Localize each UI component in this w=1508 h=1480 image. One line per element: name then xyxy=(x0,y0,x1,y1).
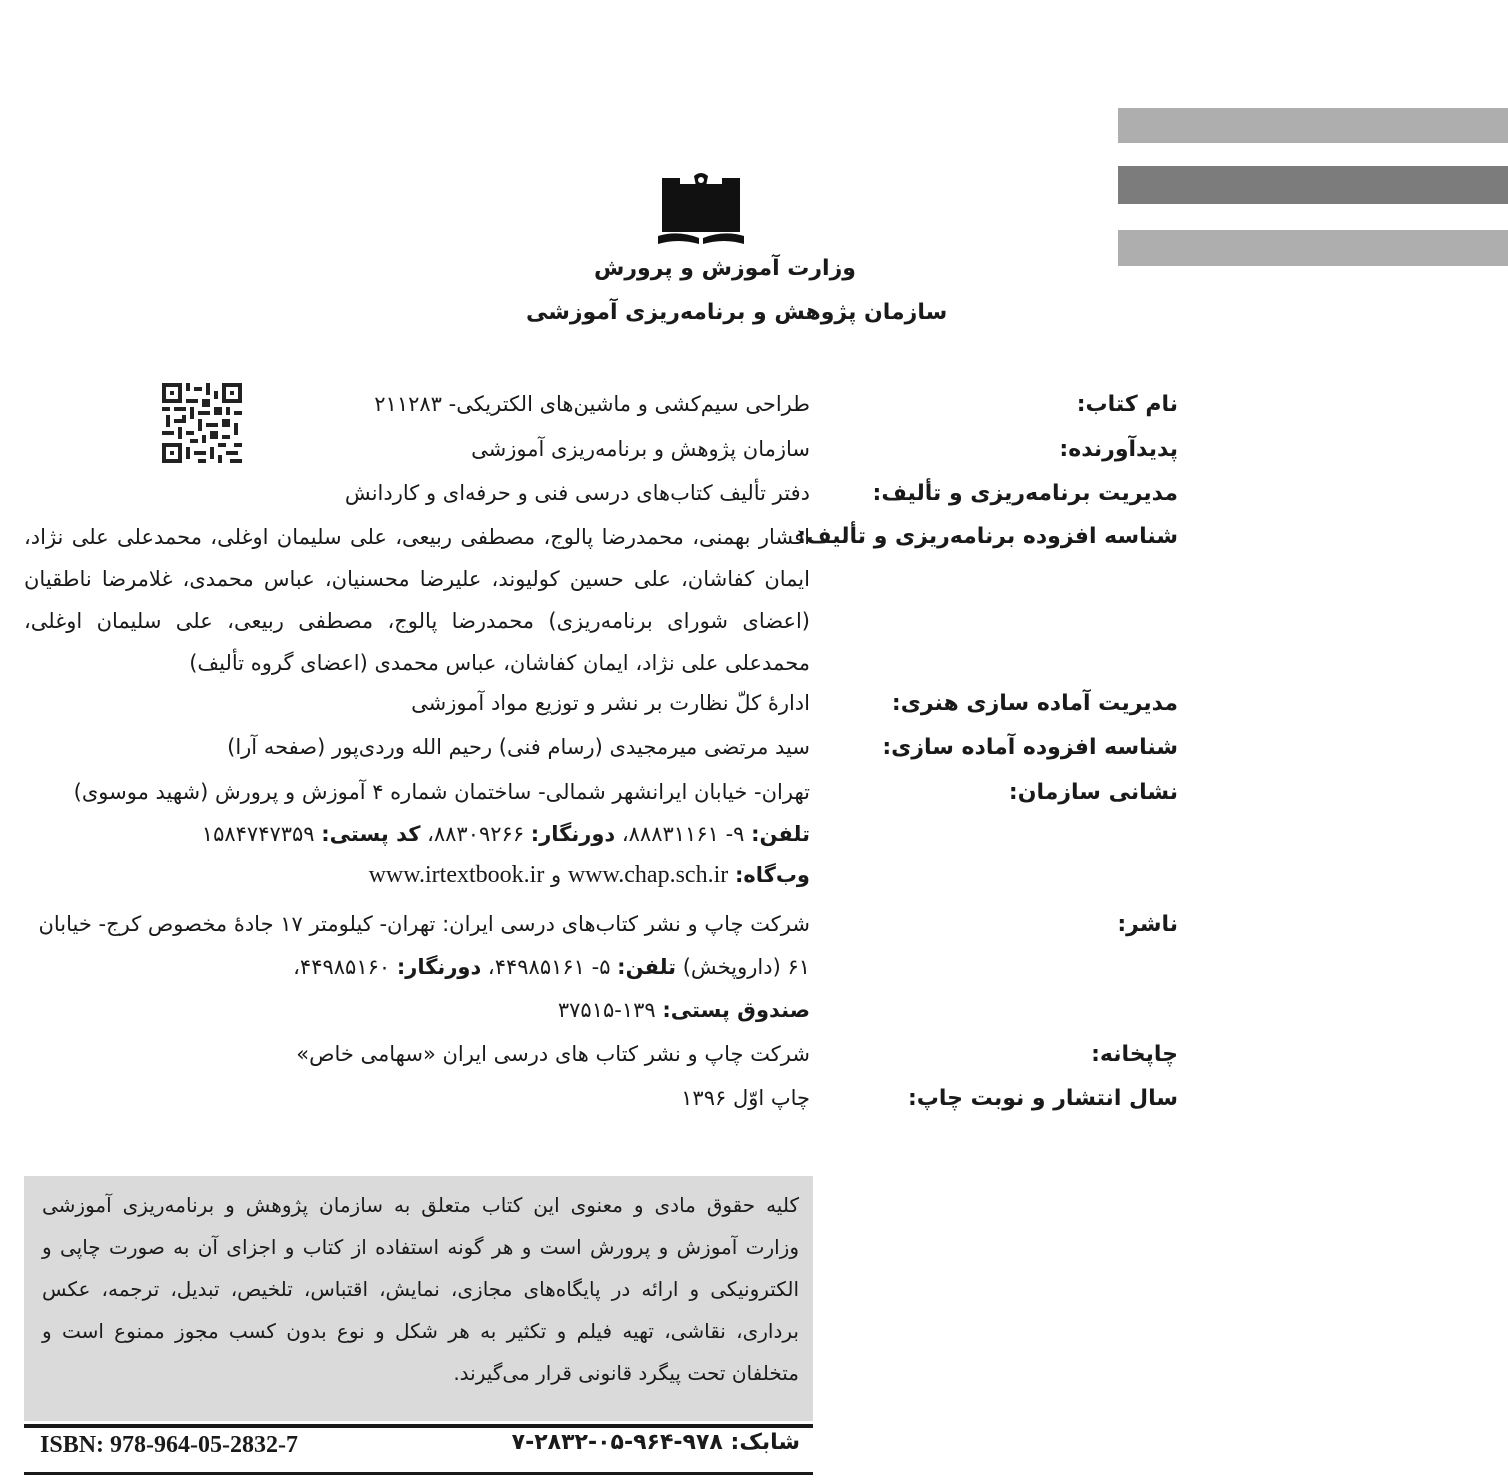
label-printer: چاپخانه: xyxy=(1091,1042,1178,1067)
ministry-emblem-icon xyxy=(656,172,746,248)
value-creator: سازمان پژوهش و برنامه‌ریزی آموزشی xyxy=(471,437,810,461)
isbn-english: ISBN: 978-964-05-2832-7 xyxy=(40,1432,298,1458)
isbn-persian-label: شابک: xyxy=(730,1430,800,1455)
label-edition: سال انتشار و نوبت چاپ: xyxy=(907,1086,1178,1111)
web-link-chap[interactable]: www.chap.sch.ir xyxy=(567,862,729,888)
value-book-name: طراحی سیم‌کشی و ماشین‌های الکتریکی- ۲۱۱۲۸۳ xyxy=(374,392,810,416)
fax-value: ۸۸۳۰۹۲۶۶، xyxy=(427,822,525,846)
web-and: و xyxy=(551,863,562,887)
web-link-irtextbook[interactable]: www.irtextbook.ir xyxy=(368,862,545,888)
value-art-ids: سید مرتضی میرمجیدی (رسام فنی) رحیم الله وردی‌پور (صفحه آرا) xyxy=(227,735,810,759)
value-planning-ids: افشار بهمنی، محمدرضا پالوج، مصطفی ربیعی، علی سلیمان اوغلی، محمدعلی علی نژاد، ایمان کفاشان، علی حسین کولیوند، علیرضا محسنیان، عباس محمدی، غلامرضا ناطقیان (اعضای شورای برنامه‌ریزی) محمدرضا پالوج، مصطفی ربیعی، علی سلیمان اوغلی، محمدعلی علی نژاد، ایمان کفاشان، عباس محمدی (اعضای گروه تألیف) xyxy=(24,525,810,675)
label-book-name: نام کتاب: xyxy=(1076,392,1178,417)
pobox-label: صندوق پستی: xyxy=(662,998,810,1022)
isbn-persian-value: ۹۷۸-۹۶۴-۰۵-۲۸۳۲-۷ xyxy=(511,1430,723,1455)
label-publisher: ناشر: xyxy=(1117,912,1178,937)
label-planning-mgmt: مدیریت برنامه‌ریزی و تألیف: xyxy=(872,481,1178,506)
publisher-pobox-line xyxy=(558,998,810,1022)
ministry-title: وزارت آموزش و پرورش xyxy=(594,256,856,281)
value-printer: شرکت چاپ و نشر کتاب های درسی ایران «سهامی خاص» xyxy=(296,1042,810,1066)
isbn-rule-top xyxy=(24,1424,813,1428)
fax-label: دورنگار: xyxy=(530,822,616,846)
publisher-phone-label: تلفن: xyxy=(617,955,677,979)
organization-title: سازمان پژوهش و برنامه‌ریزی آموزشی xyxy=(526,300,948,325)
value-address: تهران- خیابان ایرانشهر شمالی- ساختمان شماره ۴ آموزش و پرورش (شهید موسوی) xyxy=(73,780,810,804)
label-art-ids: شناسه افزوده آماده سازی: xyxy=(882,735,1178,760)
pobox-value: ۱۳۹-۳۷۵۱۵ xyxy=(557,998,656,1022)
publisher-fax: ۴۴۹۸۵۱۶۰، xyxy=(293,955,391,979)
label-art-mgmt: مدیریت آماده سازی هنری: xyxy=(891,691,1178,716)
contact-line xyxy=(202,822,810,846)
phone-label: تلفن: xyxy=(751,822,810,846)
decor-bar-top xyxy=(1118,108,1508,143)
rights-notice: کلیه حقوق مادی و معنوی این کتاب متعلق به سازمان پژوهش و برنامه‌ریزی آموزشی وزارت آموزش و پرورش است و هر گونه استفاده از کتاب و اجزای آن به صورت چاپی و الکترونیکی و ارائه در پایگاه‌های مجازی، نمایش، اقتباس، تلخیص، تبدیل، ترجمه، عکس برداری، نقاشی، تهیه فیلم و تکثیر به هر شکل و نوع بدون کسب مجوز ممنوع است و متخلفان تحت پیگرد قانونی قرار می‌گیرند. xyxy=(24,1176,813,1421)
phone-value: ۹- ۸۸۸۳۱۱۶۱، xyxy=(621,822,745,846)
value-art-mgmt: ادارهٔ کلّ نظارت بر نشر و توزیع مواد آموزشی xyxy=(411,691,810,715)
label-creator: پدیدآورنده: xyxy=(1059,437,1178,462)
publisher-contact-line xyxy=(293,955,810,979)
qr-code xyxy=(162,383,242,463)
postal-label: کد پستی: xyxy=(321,822,421,846)
value-planning-mgmt: دفتر تألیف کتاب‌های درسی فنی و حرفه‌ای و کاردانش xyxy=(344,481,810,505)
publisher-phone: ۵- ۴۴۹۸۵۱۶۱، xyxy=(487,955,611,979)
label-planning-ids: شناسه افزوده برنامه‌ریزی و تألیف: xyxy=(797,524,1178,549)
postal-value: ۱۵۸۴۷۴۷۳۵۹ xyxy=(201,822,315,846)
label-address: نشانی سازمان: xyxy=(1008,780,1178,805)
web-label: وب‌گاه: xyxy=(734,863,810,887)
decor-bar-middle xyxy=(1118,166,1508,204)
isbn-persian xyxy=(512,1430,800,1455)
publisher-fax-label: دورنگار: xyxy=(396,955,482,979)
value-publisher-line1: شرکت چاپ و نشر کتاب‌های درسی ایران: تهران- کیلومتر ۱۷ جادهٔ مخصوص کرج- خیابان xyxy=(38,912,810,936)
web-line xyxy=(369,862,810,889)
value-edition: چاپ اوّل ۱۳۹۶ xyxy=(681,1086,810,1110)
decor-bar-bottom xyxy=(1118,230,1508,266)
isbn-rule-bottom xyxy=(24,1472,813,1475)
publisher-street: ۶۱ (داروپخش) xyxy=(682,955,810,979)
